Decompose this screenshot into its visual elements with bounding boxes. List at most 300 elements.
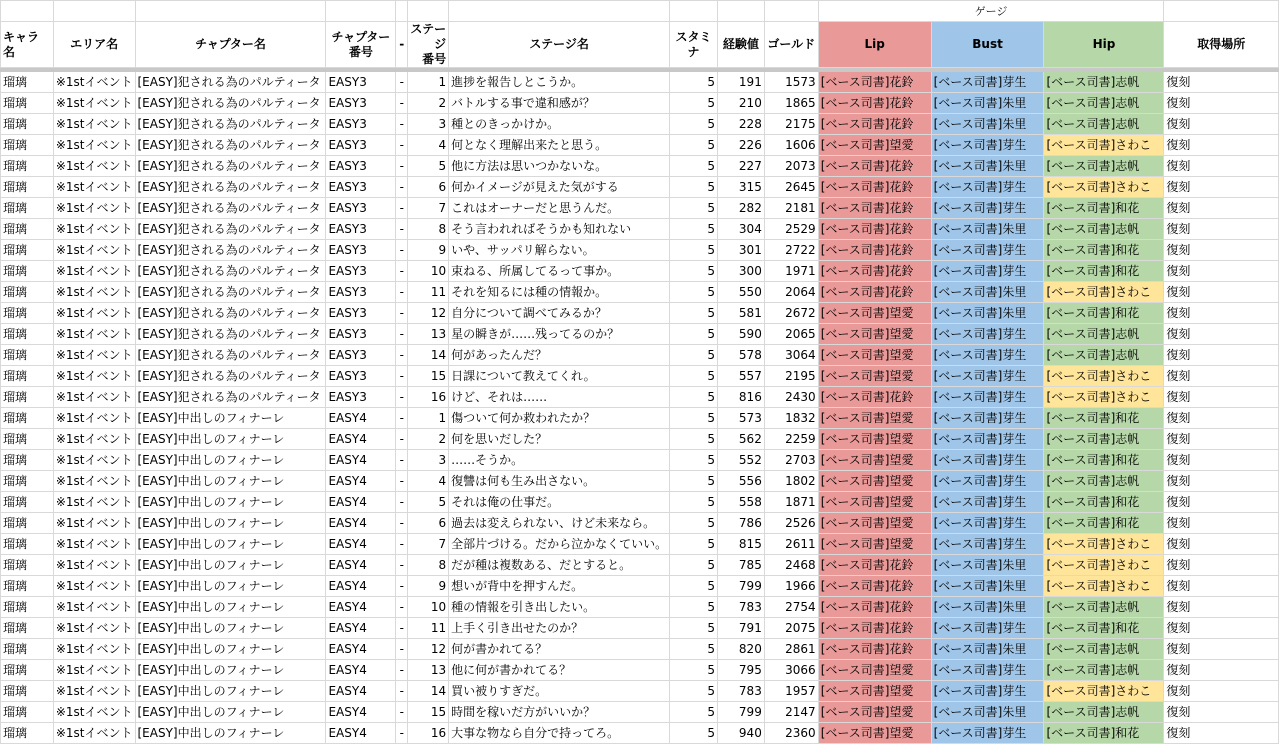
cell-stamina[interactable]: 5 xyxy=(670,576,718,597)
cell-chapter-no[interactable]: EASY4 xyxy=(326,471,396,492)
header-chapter-no[interactable]: チャプター 番号 xyxy=(326,22,396,68)
cell-stage-no[interactable]: 11 xyxy=(408,618,449,639)
cell-dash[interactable]: - xyxy=(396,72,408,93)
cell-gold[interactable]: 1865 xyxy=(764,93,818,114)
cell-stage[interactable]: 傷ついて何か救われたか？ xyxy=(449,408,670,429)
cell-character[interactable]: 瑠璃 xyxy=(1,429,54,450)
cell-lip[interactable]: [ベース司書]花鈴 xyxy=(818,618,931,639)
cell-character[interactable]: 瑠璃 xyxy=(1,261,54,282)
cell-exp[interactable]: 557 xyxy=(717,366,764,387)
cell-stamina[interactable]: 5 xyxy=(670,177,718,198)
cell-character[interactable]: 瑠璃 xyxy=(1,597,54,618)
cell-area[interactable]: ※1stイベント xyxy=(53,387,135,408)
cell-chapter[interactable]: [EASY]犯される為のパルティータ xyxy=(135,156,326,177)
cell-gold[interactable]: 2075 xyxy=(764,618,818,639)
cell-stage[interactable]: 何を思いだした？ xyxy=(449,429,670,450)
cell-bust[interactable]: [ベース司書]芽生 xyxy=(931,72,1044,93)
cell-character[interactable]: 瑠璃 xyxy=(1,156,54,177)
cell-hip[interactable]: [ベース司書]さわこ xyxy=(1044,177,1164,198)
cell-bust[interactable]: [ベース司書]芽生 xyxy=(931,429,1044,450)
cell-stage-no[interactable]: 8 xyxy=(408,555,449,576)
cell-character[interactable]: 瑠璃 xyxy=(1,492,54,513)
cell-area[interactable]: ※1stイベント xyxy=(53,660,135,681)
cell-gold[interactable]: 2672 xyxy=(764,303,818,324)
cell-stage-no[interactable]: 2 xyxy=(408,429,449,450)
cell-gold[interactable]: 2195 xyxy=(764,366,818,387)
cell-chapter[interactable]: [EASY]中出しのフィナーレ xyxy=(135,597,326,618)
cell-chapter-no[interactable]: EASY4 xyxy=(326,450,396,471)
cell-character[interactable]: 瑠璃 xyxy=(1,408,54,429)
cell-chapter[interactable]: [EASY]犯される為のパルティータ xyxy=(135,219,326,240)
cell-hip[interactable]: [ベース司書]志帆 xyxy=(1044,702,1164,723)
cell-stamina[interactable]: 5 xyxy=(670,723,718,744)
cell-dash[interactable]: - xyxy=(396,219,408,240)
cell-hip[interactable]: [ベース司書]志帆 xyxy=(1044,660,1164,681)
cell[interactable] xyxy=(449,1,670,22)
cell-dash[interactable]: - xyxy=(396,240,408,261)
cell-gold[interactable]: 1832 xyxy=(764,408,818,429)
cell-bust[interactable]: [ベース司書]芽生 xyxy=(931,681,1044,702)
cell-gold[interactable]: 2064 xyxy=(764,282,818,303)
cell-character[interactable]: 瑠璃 xyxy=(1,177,54,198)
cell-dash[interactable]: - xyxy=(396,534,408,555)
cell-source[interactable]: 復刻 xyxy=(1164,513,1279,534)
cell-hip[interactable]: [ベース司書]和花 xyxy=(1044,618,1164,639)
cell-source[interactable]: 復刻 xyxy=(1164,408,1279,429)
cell-stage-no[interactable]: 7 xyxy=(408,534,449,555)
cell-lip[interactable]: [ベース司書]望愛 xyxy=(818,660,931,681)
cell-exp[interactable]: 573 xyxy=(717,408,764,429)
cell-chapter-no[interactable]: EASY3 xyxy=(326,261,396,282)
cell-area[interactable]: ※1stイベント xyxy=(53,282,135,303)
cell-lip[interactable]: [ベース司書]花鈴 xyxy=(818,198,931,219)
cell-gold[interactable]: 2175 xyxy=(764,114,818,135)
cell-source[interactable]: 復刻 xyxy=(1164,135,1279,156)
cell-hip[interactable]: [ベース司書]さわこ xyxy=(1044,681,1164,702)
cell-source[interactable]: 復刻 xyxy=(1164,639,1279,660)
cell-area[interactable]: ※1stイベント xyxy=(53,219,135,240)
cell-hip[interactable]: [ベース司書]志帆 xyxy=(1044,471,1164,492)
cell-stage[interactable]: そう言われればそうかも知れない xyxy=(449,219,670,240)
cell-bust[interactable]: [ベース司書]芽生 xyxy=(931,513,1044,534)
cell-character[interactable]: 瑠璃 xyxy=(1,387,54,408)
header-stage[interactable]: ステージ名 xyxy=(449,22,670,68)
cell-hip[interactable]: [ベース司書]志帆 xyxy=(1044,72,1164,93)
cell-dash[interactable]: - xyxy=(396,618,408,639)
cell-stamina[interactable]: 5 xyxy=(670,219,718,240)
cell-chapter[interactable]: [EASY]犯される為のパルティータ xyxy=(135,366,326,387)
cell-chapter-no[interactable]: EASY3 xyxy=(326,156,396,177)
cell-area[interactable]: ※1stイベント xyxy=(53,702,135,723)
cell-bust[interactable]: [ベース司書]朱里 xyxy=(931,93,1044,114)
cell-gold[interactable]: 2611 xyxy=(764,534,818,555)
cell-stamina[interactable]: 5 xyxy=(670,513,718,534)
cell-exp[interactable]: 785 xyxy=(717,555,764,576)
cell-stage-no[interactable]: 11 xyxy=(408,282,449,303)
cell-chapter[interactable]: [EASY]犯される為のパルティータ xyxy=(135,93,326,114)
cell-gold[interactable]: 1573 xyxy=(764,72,818,93)
cell-stage-no[interactable]: 6 xyxy=(408,177,449,198)
cell-gold[interactable]: 1971 xyxy=(764,261,818,282)
cell-stage[interactable]: 過去は変えられない、けど未来なら。 xyxy=(449,513,670,534)
header-gold[interactable]: ゴールド xyxy=(764,22,818,68)
cell-bust[interactable]: [ベース司書]芽生 xyxy=(931,240,1044,261)
cell-chapter[interactable]: [EASY]中出しのフィナーレ xyxy=(135,723,326,744)
cell-lip[interactable]: [ベース司書]望愛 xyxy=(818,408,931,429)
cell-lip[interactable]: [ベース司書]花鈴 xyxy=(818,114,931,135)
cell-bust[interactable]: [ベース司書]芽生 xyxy=(931,450,1044,471)
header-stage-no[interactable]: ステージ 番号 xyxy=(408,22,449,68)
cell-area[interactable]: ※1stイベント xyxy=(53,303,135,324)
cell-bust[interactable]: [ベース司書]朱里 xyxy=(931,114,1044,135)
cell-stage[interactable]: 他に方法は思いつかないな。 xyxy=(449,156,670,177)
cell-exp[interactable]: 558 xyxy=(717,492,764,513)
cell-stage-no[interactable]: 5 xyxy=(408,492,449,513)
cell-stamina[interactable]: 5 xyxy=(670,366,718,387)
cell-stamina[interactable]: 5 xyxy=(670,261,718,282)
cell-source[interactable]: 復刻 xyxy=(1164,387,1279,408)
cell-stage[interactable]: 上手く引き出せたのか？ xyxy=(449,618,670,639)
cell-bust[interactable]: [ベース司書]芽生 xyxy=(931,366,1044,387)
cell-chapter-no[interactable]: EASY3 xyxy=(326,303,396,324)
cell-bust[interactable]: [ベース司書]芽生 xyxy=(931,261,1044,282)
cell-chapter-no[interactable]: EASY4 xyxy=(326,534,396,555)
cell-dash[interactable]: - xyxy=(396,156,408,177)
cell-dash[interactable]: - xyxy=(396,471,408,492)
cell-lip[interactable]: [ベース司書]望愛 xyxy=(818,135,931,156)
cell-hip[interactable]: [ベース司書]さわこ xyxy=(1044,555,1164,576)
cell-chapter[interactable]: [EASY]中出しのフィナーレ xyxy=(135,618,326,639)
cell-bust[interactable]: [ベース司書]芽生 xyxy=(931,177,1044,198)
cell-bust[interactable]: [ベース司書]朱里 xyxy=(931,156,1044,177)
cell-stamina[interactable]: 5 xyxy=(670,240,718,261)
cell-area[interactable]: ※1stイベント xyxy=(53,513,135,534)
cell-chapter-no[interactable]: EASY4 xyxy=(326,681,396,702)
cell-stage-no[interactable]: 15 xyxy=(408,366,449,387)
header-bust[interactable]: Bust xyxy=(931,22,1044,68)
cell-lip[interactable]: [ベース司書]花鈴 xyxy=(818,156,931,177)
cell-stamina[interactable]: 5 xyxy=(670,639,718,660)
cell-chapter[interactable]: [EASY]犯される為のパルティータ xyxy=(135,114,326,135)
cell-source[interactable]: 復刻 xyxy=(1164,660,1279,681)
cell-gold[interactable]: 2754 xyxy=(764,597,818,618)
cell-stage[interactable]: 何かイメージが見えた気がする xyxy=(449,177,670,198)
cell-gold[interactable]: 1606 xyxy=(764,135,818,156)
cell-chapter-no[interactable]: EASY3 xyxy=(326,366,396,387)
cell-stamina[interactable]: 5 xyxy=(670,429,718,450)
cell-stage[interactable]: 復讐は何も生み出さない。 xyxy=(449,471,670,492)
cell-chapter[interactable]: [EASY]犯される為のパルティータ xyxy=(135,282,326,303)
cell-dash[interactable]: - xyxy=(396,135,408,156)
cell-lip[interactable]: [ベース司書]望愛 xyxy=(818,303,931,324)
cell-chapter[interactable]: [EASY]中出しのフィナーレ xyxy=(135,492,326,513)
cell-source[interactable]: 復刻 xyxy=(1164,618,1279,639)
cell-character[interactable]: 瑠璃 xyxy=(1,534,54,555)
cell-area[interactable]: ※1stイベント xyxy=(53,576,135,597)
cell-area[interactable]: ※1stイベント xyxy=(53,639,135,660)
cell-stage[interactable]: 何となく理解出来たと思う。 xyxy=(449,135,670,156)
cell[interactable] xyxy=(717,1,764,22)
cell-chapter-no[interactable]: EASY3 xyxy=(326,240,396,261)
cell-chapter-no[interactable]: EASY3 xyxy=(326,72,396,93)
cell-lip[interactable]: [ベース司書]花鈴 xyxy=(818,72,931,93)
cell-gold[interactable]: 1966 xyxy=(764,576,818,597)
cell-bust[interactable]: [ベース司書]朱里 xyxy=(931,639,1044,660)
cell-chapter-no[interactable]: EASY4 xyxy=(326,513,396,534)
cell-stage-no[interactable]: 3 xyxy=(408,114,449,135)
cell-hip[interactable]: [ベース司書]さわこ xyxy=(1044,366,1164,387)
cell-dash[interactable]: - xyxy=(396,408,408,429)
cell-stamina[interactable]: 5 xyxy=(670,345,718,366)
cell-stamina[interactable]: 5 xyxy=(670,387,718,408)
cell-dash[interactable]: - xyxy=(396,513,408,534)
cell-hip[interactable]: [ベース司書]さわこ xyxy=(1044,282,1164,303)
cell-area[interactable]: ※1stイベント xyxy=(53,93,135,114)
cell-source[interactable]: 復刻 xyxy=(1164,597,1279,618)
cell-stage[interactable]: だが種は複数ある、だとすると。 xyxy=(449,555,670,576)
cell-lip[interactable]: [ベース司書]望愛 xyxy=(818,366,931,387)
header-stamina[interactable]: スタミナ xyxy=(670,22,718,68)
cell-source[interactable]: 復刻 xyxy=(1164,156,1279,177)
cell-area[interactable]: ※1stイベント xyxy=(53,366,135,387)
cell-exp[interactable]: 552 xyxy=(717,450,764,471)
cell-hip[interactable]: [ベース司書]さわこ xyxy=(1044,387,1164,408)
cell-source[interactable]: 復刻 xyxy=(1164,93,1279,114)
cell-source[interactable]: 復刻 xyxy=(1164,303,1279,324)
cell-stage[interactable]: 何があったんだ？ xyxy=(449,345,670,366)
cell[interactable] xyxy=(396,1,408,22)
cell-gold[interactable]: 1957 xyxy=(764,681,818,702)
cell-stage[interactable]: 進捗を報告しとこうか。 xyxy=(449,72,670,93)
cell-dash[interactable]: - xyxy=(396,387,408,408)
cell-lip[interactable]: [ベース司書]望愛 xyxy=(818,723,931,744)
cell-lip[interactable]: [ベース司書]花鈴 xyxy=(818,597,931,618)
cell-stage-no[interactable]: 8 xyxy=(408,219,449,240)
cell-character[interactable]: 瑠璃 xyxy=(1,513,54,534)
cell-chapter-no[interactable]: EASY3 xyxy=(326,324,396,345)
cell-stage-no[interactable]: 4 xyxy=(408,471,449,492)
cell-exp[interactable]: 799 xyxy=(717,576,764,597)
cell-exp[interactable]: 799 xyxy=(717,702,764,723)
cell-chapter[interactable]: [EASY]犯される為のパルティータ xyxy=(135,261,326,282)
cell-area[interactable]: ※1stイベント xyxy=(53,261,135,282)
cell-character[interactable]: 瑠璃 xyxy=(1,618,54,639)
cell-dash[interactable]: - xyxy=(396,114,408,135)
cell-dash[interactable]: - xyxy=(396,282,408,303)
cell-stamina[interactable]: 5 xyxy=(670,492,718,513)
cell-source[interactable]: 復刻 xyxy=(1164,114,1279,135)
cell-exp[interactable]: 304 xyxy=(717,219,764,240)
cell-hip[interactable]: [ベース司書]和花 xyxy=(1044,450,1164,471)
cell-stamina[interactable]: 5 xyxy=(670,114,718,135)
cell-chapter-no[interactable]: EASY3 xyxy=(326,198,396,219)
cell-chapter-no[interactable]: EASY3 xyxy=(326,387,396,408)
cell-source[interactable]: 復刻 xyxy=(1164,576,1279,597)
cell-lip[interactable]: [ベース司書]花鈴 xyxy=(818,240,931,261)
cell-chapter-no[interactable]: EASY3 xyxy=(326,135,396,156)
cell-hip[interactable]: [ベース司書]和花 xyxy=(1044,513,1164,534)
cell-hip[interactable]: [ベース司書]志帆 xyxy=(1044,93,1164,114)
cell-exp[interactable]: 590 xyxy=(717,324,764,345)
cell-gold[interactable]: 2430 xyxy=(764,387,818,408)
cell-source[interactable]: 復刻 xyxy=(1164,450,1279,471)
cell-chapter[interactable]: [EASY]犯される為のパルティータ xyxy=(135,177,326,198)
cell-hip[interactable]: [ベース司書]志帆 xyxy=(1044,324,1164,345)
cell-stage[interactable]: 大事な物なら自分で持ってろ。 xyxy=(449,723,670,744)
cell-gold[interactable]: 2526 xyxy=(764,513,818,534)
cell-bust[interactable]: [ベース司書]芽生 xyxy=(931,135,1044,156)
cell-gold[interactable]: 1871 xyxy=(764,492,818,513)
cell-lip[interactable]: [ベース司書]花鈴 xyxy=(818,177,931,198)
cell-dash[interactable]: - xyxy=(396,366,408,387)
cell-stage-no[interactable]: 12 xyxy=(408,639,449,660)
cell-character[interactable]: 瑠璃 xyxy=(1,282,54,303)
cell-gold[interactable]: 2722 xyxy=(764,240,818,261)
cell-gold[interactable]: 1802 xyxy=(764,471,818,492)
cell-stamina[interactable]: 5 xyxy=(670,303,718,324)
cell-hip[interactable]: [ベース司書]さわこ xyxy=(1044,534,1164,555)
cell-gold[interactable]: 2065 xyxy=(764,324,818,345)
gauge-group-header[interactable]: ゲージ xyxy=(818,1,1164,22)
cell-chapter[interactable]: [EASY]中出しのフィナーレ xyxy=(135,639,326,660)
cell-exp[interactable]: 282 xyxy=(717,198,764,219)
cell-hip[interactable]: [ベース司書]和花 xyxy=(1044,240,1164,261)
cell-hip[interactable]: [ベース司書]志帆 xyxy=(1044,639,1164,660)
cell-exp[interactable]: 228 xyxy=(717,114,764,135)
cell-bust[interactable]: [ベース司書]朱里 xyxy=(931,282,1044,303)
cell-source[interactable]: 復刻 xyxy=(1164,492,1279,513)
header-chapter[interactable]: チャプター名 xyxy=(135,22,326,68)
cell-character[interactable]: 瑠璃 xyxy=(1,72,54,93)
cell-stamina[interactable]: 5 xyxy=(670,702,718,723)
cell-area[interactable]: ※1stイベント xyxy=(53,450,135,471)
cell-gold[interactable]: 2073 xyxy=(764,156,818,177)
cell-stage-no[interactable]: 10 xyxy=(408,597,449,618)
cell-bust[interactable]: [ベース司書]芽生 xyxy=(931,660,1044,681)
cell-chapter[interactable]: [EASY]中出しのフィナーレ xyxy=(135,555,326,576)
cell-stage-no[interactable]: 9 xyxy=(408,240,449,261)
cell-chapter[interactable]: [EASY]犯される為のパルティータ xyxy=(135,198,326,219)
cell-bust[interactable]: [ベース司書]芽生 xyxy=(931,408,1044,429)
cell-chapter-no[interactable]: EASY3 xyxy=(326,345,396,366)
cell-lip[interactable]: [ベース司書]花鈴 xyxy=(818,555,931,576)
cell-chapter[interactable]: [EASY]中出しのフィナーレ xyxy=(135,471,326,492)
cell-stage[interactable]: ……そうか。 xyxy=(449,450,670,471)
cell-dash[interactable]: - xyxy=(396,198,408,219)
cell-exp[interactable]: 783 xyxy=(717,597,764,618)
cell-stage[interactable]: バトルする事で違和感が？ xyxy=(449,93,670,114)
cell-dash[interactable]: - xyxy=(396,660,408,681)
cell-source[interactable]: 復刻 xyxy=(1164,72,1279,93)
cell-source[interactable]: 復刻 xyxy=(1164,471,1279,492)
cell-stage[interactable]: 想いが背中を押すんだ。 xyxy=(449,576,670,597)
cell-chapter-no[interactable]: EASY4 xyxy=(326,639,396,660)
cell-exp[interactable]: 300 xyxy=(717,261,764,282)
cell-area[interactable]: ※1stイベント xyxy=(53,240,135,261)
cell-chapter[interactable]: [EASY]犯される為のパルティータ xyxy=(135,135,326,156)
cell-stamina[interactable]: 5 xyxy=(670,198,718,219)
cell-exp[interactable]: 556 xyxy=(717,471,764,492)
cell-hip[interactable]: [ベース司書]さわこ xyxy=(1044,135,1164,156)
cell-stamina[interactable]: 5 xyxy=(670,282,718,303)
cell-lip[interactable]: [ベース司書]望愛 xyxy=(818,681,931,702)
cell-stage-no[interactable]: 16 xyxy=(408,723,449,744)
cell-source[interactable]: 復刻 xyxy=(1164,555,1279,576)
cell-stage[interactable]: 日課について教えてくれ。 xyxy=(449,366,670,387)
cell-area[interactable]: ※1stイベント xyxy=(53,723,135,744)
cell-stage-no[interactable]: 1 xyxy=(408,72,449,93)
cell-gold[interactable]: 2861 xyxy=(764,639,818,660)
cell-exp[interactable]: 315 xyxy=(717,177,764,198)
cell-lip[interactable]: [ベース司書]望愛 xyxy=(818,513,931,534)
cell-area[interactable]: ※1stイベント xyxy=(53,72,135,93)
cell-stage-no[interactable]: 3 xyxy=(408,450,449,471)
cell-stage[interactable]: けど、それは…… xyxy=(449,387,670,408)
cell-stage[interactable]: 買い被りすぎだ。 xyxy=(449,681,670,702)
cell-bust[interactable]: [ベース司書]芽生 xyxy=(931,492,1044,513)
cell-exp[interactable]: 815 xyxy=(717,534,764,555)
cell-chapter-no[interactable]: EASY3 xyxy=(326,177,396,198)
cell-stage-no[interactable]: 4 xyxy=(408,135,449,156)
cell-stage[interactable]: 種とのきっかけか。 xyxy=(449,114,670,135)
cell-chapter[interactable]: [EASY]中出しのフィナーレ xyxy=(135,534,326,555)
cell-hip[interactable]: [ベース司書]和花 xyxy=(1044,492,1164,513)
cell-stamina[interactable]: 5 xyxy=(670,618,718,639)
cell-stamina[interactable]: 5 xyxy=(670,681,718,702)
cell-chapter[interactable]: [EASY]中出しのフィナーレ xyxy=(135,681,326,702)
cell-chapter[interactable]: [EASY]犯される為のパルティータ xyxy=(135,72,326,93)
cell-source[interactable]: 復刻 xyxy=(1164,198,1279,219)
cell-exp[interactable]: 191 xyxy=(717,72,764,93)
cell-lip[interactable]: [ベース司書]花鈴 xyxy=(818,639,931,660)
cell-chapter-no[interactable]: EASY4 xyxy=(326,576,396,597)
cell[interactable] xyxy=(135,1,326,22)
cell-source[interactable]: 復刻 xyxy=(1164,261,1279,282)
cell-hip[interactable]: [ベース司書]和花 xyxy=(1044,723,1164,744)
cell-chapter-no[interactable]: EASY3 xyxy=(326,219,396,240)
cell-character[interactable]: 瑠璃 xyxy=(1,93,54,114)
cell-stage[interactable]: 種の情報を引き出したい。 xyxy=(449,597,670,618)
cell-stage[interactable]: それは俺の仕事だ。 xyxy=(449,492,670,513)
cell-chapter[interactable]: [EASY]中出しのフィナーレ xyxy=(135,450,326,471)
cell-gold[interactable]: 2645 xyxy=(764,177,818,198)
cell-hip[interactable]: [ベース司書]志帆 xyxy=(1044,219,1164,240)
cell-bust[interactable]: [ベース司書]芽生 xyxy=(931,471,1044,492)
cell-exp[interactable]: 578 xyxy=(717,345,764,366)
cell-bust[interactable]: [ベース司書]芽生 xyxy=(931,723,1044,744)
cell-character[interactable]: 瑠璃 xyxy=(1,135,54,156)
cell-hip[interactable]: [ベース司書]志帆 xyxy=(1044,597,1164,618)
cell[interactable] xyxy=(408,1,449,22)
cell-lip[interactable]: [ベース司書]望愛 xyxy=(818,324,931,345)
cell-lip[interactable]: [ベース司書]花鈴 xyxy=(818,219,931,240)
cell-chapter[interactable]: [EASY]中出しのフィナーレ xyxy=(135,702,326,723)
cell-lip[interactable]: [ベース司書]望愛 xyxy=(818,450,931,471)
cell-exp[interactable]: 227 xyxy=(717,156,764,177)
cell-bust[interactable]: [ベース司書]朱里 xyxy=(931,555,1044,576)
cell-chapter-no[interactable]: EASY4 xyxy=(326,597,396,618)
cell-exp[interactable]: 301 xyxy=(717,240,764,261)
cell-lip[interactable]: [ベース司書]花鈴 xyxy=(818,93,931,114)
cell-chapter[interactable]: [EASY]犯される為のパルティータ xyxy=(135,303,326,324)
cell-area[interactable]: ※1stイベント xyxy=(53,492,135,513)
cell-stage-no[interactable]: 15 xyxy=(408,702,449,723)
cell-chapter[interactable]: [EASY]犯される為のパルティータ xyxy=(135,345,326,366)
cell-stamina[interactable]: 5 xyxy=(670,555,718,576)
cell-area[interactable]: ※1stイベント xyxy=(53,408,135,429)
cell-hip[interactable]: [ベース司書]和花 xyxy=(1044,303,1164,324)
cell-exp[interactable]: 210 xyxy=(717,93,764,114)
